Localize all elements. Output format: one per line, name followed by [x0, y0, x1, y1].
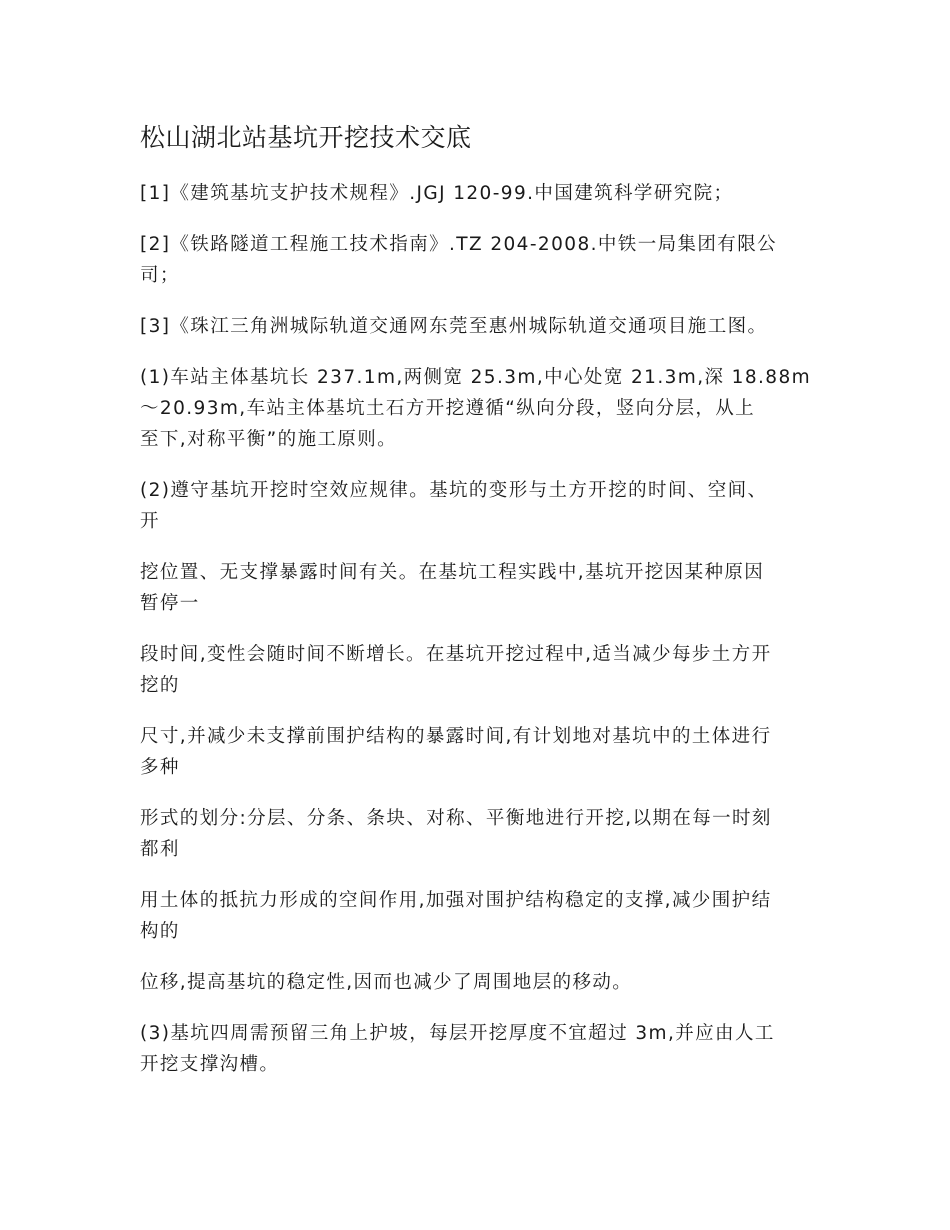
paragraph-1 [140, 178, 820, 209]
paragraph-4 [140, 362, 820, 455]
paragraph-line: 挖的 [140, 675, 180, 696]
paragraph-6 [140, 557, 820, 619]
paragraph-8 [140, 721, 820, 783]
paragraph-3 [140, 311, 820, 342]
document-body [140, 178, 820, 1080]
paragraph-line: [3]《珠江三角洲城际轨道交通网东莞至惠州城际轨道交通项目施工图。 [140, 316, 768, 337]
paragraph-2 [140, 229, 820, 291]
paragraph-line: [2]《铁路隧道工程施工技术指南》.TZ 204-2008.中铁一局集团有限公 [140, 234, 777, 255]
paragraph-11 [140, 967, 820, 998]
paragraph-line: (3)基坑四周需预留三角上护坡，每层开挖厚度不宜超过 3m,并应由人工 [140, 1023, 775, 1044]
paragraph-line: 都利 [140, 839, 180, 860]
paragraph-line: 多种 [140, 757, 180, 778]
paragraph-5 [140, 475, 820, 537]
paragraph-line: 段时间,变性会随时间不断增长。在基坑开挖过程中,适当减少每步土方开 [140, 644, 772, 665]
paragraph-line: 用土体的抵抗力形成的空间作用,加强对围护结构稳定的支撑,减少围护结 [140, 890, 772, 911]
paragraph-line: 开 [140, 511, 160, 532]
paragraph-line: 形式的划分:分层、分条、条块、对称、平衡地进行开挖,以期在每一时刻 [140, 808, 772, 829]
paragraph-line: 开挖支撑沟槽。 [140, 1054, 280, 1075]
paragraph-line: 挖位置、无支撑暴露时间有关。在基坑工程实践中,基坑开挖因某种原因 [140, 562, 765, 583]
paragraph-line: ～20.93m,车站主体基坑土石方开挖遵循“纵向分段，竖向分层，从上 [140, 398, 756, 419]
paragraph-12 [140, 1018, 820, 1080]
document-title: 松山湖北站基坑开挖技术交底 [140, 123, 472, 152]
paragraph-line: 暂停一 [140, 593, 200, 614]
paragraph-line: (2)遵守基坑开挖时空效应规律。基坑的变形与土方开挖的时间、空间、 [140, 480, 768, 501]
paragraph-line: 司； [140, 265, 180, 286]
paragraph-line: [1]《建筑基坑支护技术规程》.JGJ 120-99.中国建筑科学研究院； [140, 183, 734, 204]
paragraph-line: 构的 [140, 921, 180, 942]
paragraph-line: 至下,对称平衡”的施工原则。 [140, 429, 398, 450]
paragraph-line: (1)车站主体基坑长 237.1m,两侧宽 25.3m,中心处宽 21.3m,深 18.88m [140, 367, 812, 388]
paragraph-line: 尺寸,并减少未支撑前围护结构的暴露时间,有计划地对基坑中的土体进行 [140, 726, 772, 747]
paragraph-10 [140, 885, 820, 947]
paragraph-7 [140, 639, 820, 701]
paragraph-line: 位移,提高基坑的稳定性,因而也减少了周围地层的移动。 [140, 972, 633, 993]
paragraph-9 [140, 803, 820, 865]
